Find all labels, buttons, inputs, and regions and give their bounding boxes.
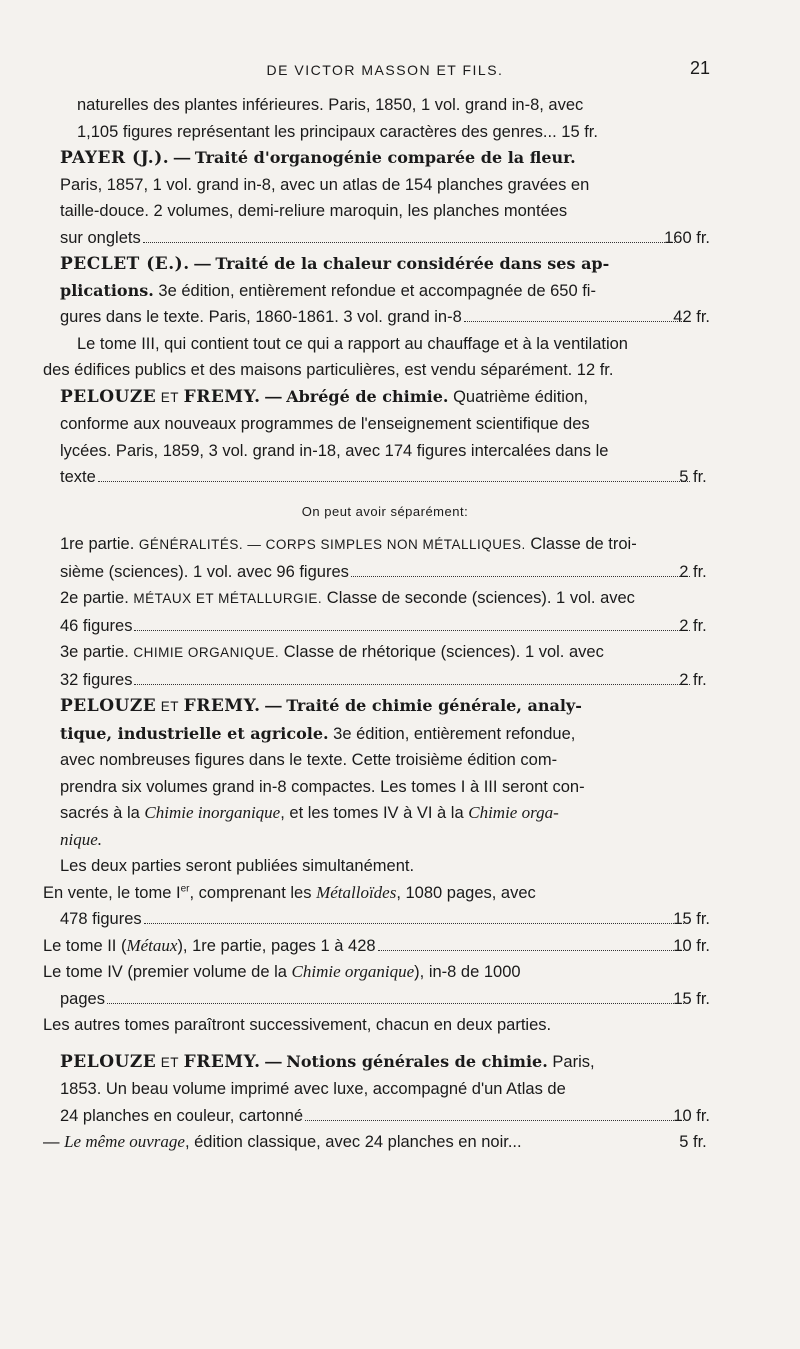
price-line [60,225,710,252]
text-fragment: ), 1re partie, pages 1 à 428 [177,936,376,955]
price: 10 fr. [673,936,710,955]
text-line: Quatrième édition, [453,387,588,406]
price: 5 fr. [679,1133,707,1151]
author-name: FREMY. [183,696,261,716]
price: 2 fr. [679,562,707,581]
text-fragment: , 1080 pages, avec [396,883,536,902]
price: 2 fr. [679,670,707,689]
dot-leader [143,242,675,243]
catalog-entry-pelouze-fremy-notions [43,1049,710,1156]
text-fragment: , et les tomes IV à VI à la [280,804,464,822]
italic-term: nique. [60,829,103,849]
dot-leader [351,576,690,577]
text-line: lycées. Paris, 1859, 3 vol. grand in-18, avec 174 figures intercalées dans le [60,441,609,460]
catalog-entry-continued [60,92,710,145]
text-line: prendra six volumes grand in-8 compactes. Les tomes I à III seront con- [60,777,585,796]
italic-term: Chimie orga- [468,803,559,822]
price-line [60,304,710,331]
em-dash: — [265,387,282,406]
author-name: FREMY. [183,1051,261,1072]
text-line: des édifices publics et des maisons particulières, est vendu séparément. 12 fr. [43,361,614,379]
text-line: 3e édition, entièrement refondue et accompagnée de 650 fi- [158,281,596,300]
catalog-entry-peclet [43,251,710,384]
dot-leader [144,923,685,924]
text-line: Le tome III, qui contient tout ce qui a rapport au chauffage et à la ventilation [77,334,628,353]
text-fragment: sacrés à la [60,804,140,822]
part-subject: GÉNÉRALITÉS. — CORPS SIMPLES NON MÉTALLIQUES. [138,537,526,552]
author-name: PELOUZE [60,696,157,716]
price-line [60,986,710,1013]
price-line-text: 478 figures [60,910,142,928]
price-line [60,464,710,491]
separate-notice: On peut avoir séparément: [301,503,469,519]
text-fragment: En vente, le tome I [43,883,181,902]
text-line: Les autres tomes paraîtront successivement, chacun en deux parties. [43,1016,552,1034]
price-line [60,1103,710,1130]
dot-leader [107,1003,684,1004]
text-line: Paris, [552,1052,595,1071]
italic-term: Métaux [126,935,178,955]
running-head [60,58,710,84]
author-name: FREMY. [183,386,261,407]
italic-term: Chimie inorganique [144,803,281,822]
catalog-text [43,92,710,1156]
part-label: partie. [88,535,135,553]
price-line [60,667,710,694]
part-subject: MÉTAUX ET MÉTALLURGIE. [133,591,323,606]
text-line: Classe de rhétorique (sciences). 1 vol. avec [283,643,604,661]
price-line-text: 24 planches en couleur, cartonné [60,1106,304,1125]
text-line: 3e édition, entièrement refondue, [333,724,576,743]
price-line [60,906,710,933]
work-title: Traité de chimie générale, analy- [286,696,582,715]
author-conjunction: ET [160,1054,180,1070]
price: 15 fr. [673,989,710,1008]
em-dash: — [265,697,282,715]
price-line [60,613,710,640]
price-line-text: pages [60,989,105,1008]
part-subject: CHIMIE ORGANIQUE. [133,645,280,660]
superscript: er [180,883,190,894]
text-fragment: ), in-8 de 1000 [414,963,521,981]
dot-leader [98,481,690,482]
page-number: 21 [689,58,710,78]
em-dash: — [173,149,191,167]
author-conjunction: ET [160,389,180,405]
work-title: Traité d'organogénie comparée de la fleur. [194,148,576,167]
price: 10 fr. [673,1106,710,1125]
text-line: conforme aux nouveaux programmes de l'enseignement scientifique des [60,415,590,433]
italic-term: Le même ouvrage [64,1132,185,1151]
price: 2 fr. [679,616,707,635]
text-line: taille-douce. 2 volumes, demi-reliure maroquin, les planches montées [60,202,568,220]
part-number: 3e [60,643,79,661]
price: 42 fr. [673,308,710,326]
price-line-text: sur onglets [60,228,141,247]
price: 160 fr. [664,228,710,247]
dot-leader [464,321,685,322]
author-name: PELOUZE [60,386,157,407]
part-number: 2e [60,589,79,607]
text-line: Paris, 1857, 1 vol. grand in-8, avec un atlas de 154 planches gravées en [60,175,590,194]
catalog-entry-pelouze-fremy-traite [43,693,710,1039]
text-line: 1853. Un beau volume imprimé avec luxe, accompagné d'un Atlas de [60,1080,566,1098]
italic-term: Métalloïdes [316,882,397,902]
text-line: Les deux parties seront publiées simultanément. [60,857,415,875]
text-fragment: Le tome II ( [43,936,127,955]
text-fragment: Le tome IV (premier volume de la [43,963,287,981]
em-dash: — [194,255,211,273]
text-line: naturelles des plantes inférieures. Paris, 1850, 1 vol. grand in-8, avec [77,96,584,114]
text-line: Classe de troi- [530,535,637,553]
price-line-text: 32 figures [60,670,133,689]
text-fragment: , comprenant les [189,883,312,902]
text-line: avec nombreuses figures dans le texte. Cette troisième édition com- [60,751,558,769]
text-line: 1,105 figures représentant les principaux caractères des genres... 15 fr. [77,122,598,141]
part-entry-2 [60,585,710,639]
em-dash: — [43,1133,60,1151]
text-fragment: , édition classique, avec 24 planches en noir... [184,1133,522,1151]
part-label: partie. [82,643,129,661]
text-line: Classe de seconde (sciences). 1 vol. avec [326,589,635,607]
part-entry-1 [60,531,710,585]
em-dash: — [265,1052,282,1071]
italic-term: Chimie organique [291,962,415,981]
price-line [43,1129,710,1156]
work-title-cont: plications. [60,280,154,300]
dot-leader [305,1120,684,1121]
price-line-text: texte [60,468,96,486]
price: 5 fr. [679,468,707,486]
price-line-text: sième (sciences). 1 vol. avec 96 figures [60,562,349,581]
author-name: PELOUZE [60,1051,157,1072]
dot-leader [378,950,685,951]
author-conjunction: ET [160,699,180,714]
author-name: PAYER (J.). [60,148,170,168]
dot-leader [134,630,690,631]
author-name: PECLET (E.). [60,254,190,274]
price-line [43,933,710,960]
work-title: Abrégé de chimie. [286,386,449,406]
work-title: Notions générales de chimie. [286,1051,548,1071]
price-line-text: 46 figures [60,616,133,635]
price-line-text: gures dans le texte. Paris, 1860-1861. 3 vol. grand in-8 [60,308,462,326]
part-label: partie. [82,589,129,607]
dot-leader [134,684,690,685]
price: 15 fr. [673,910,710,928]
work-title-cont: tique, industrielle et agricole. [60,723,329,743]
part-entry-3 [60,639,710,693]
catalog-entry-payer [60,145,710,251]
work-title: Traité de la chaleur considérée dans ses ap- [215,254,610,273]
running-title: DE VICTOR MASSON ET FILS. [266,62,504,78]
catalog-entry-pelouze-fremy-abrege [60,384,710,491]
part-number: 1re [60,535,84,553]
price-line [60,559,710,586]
